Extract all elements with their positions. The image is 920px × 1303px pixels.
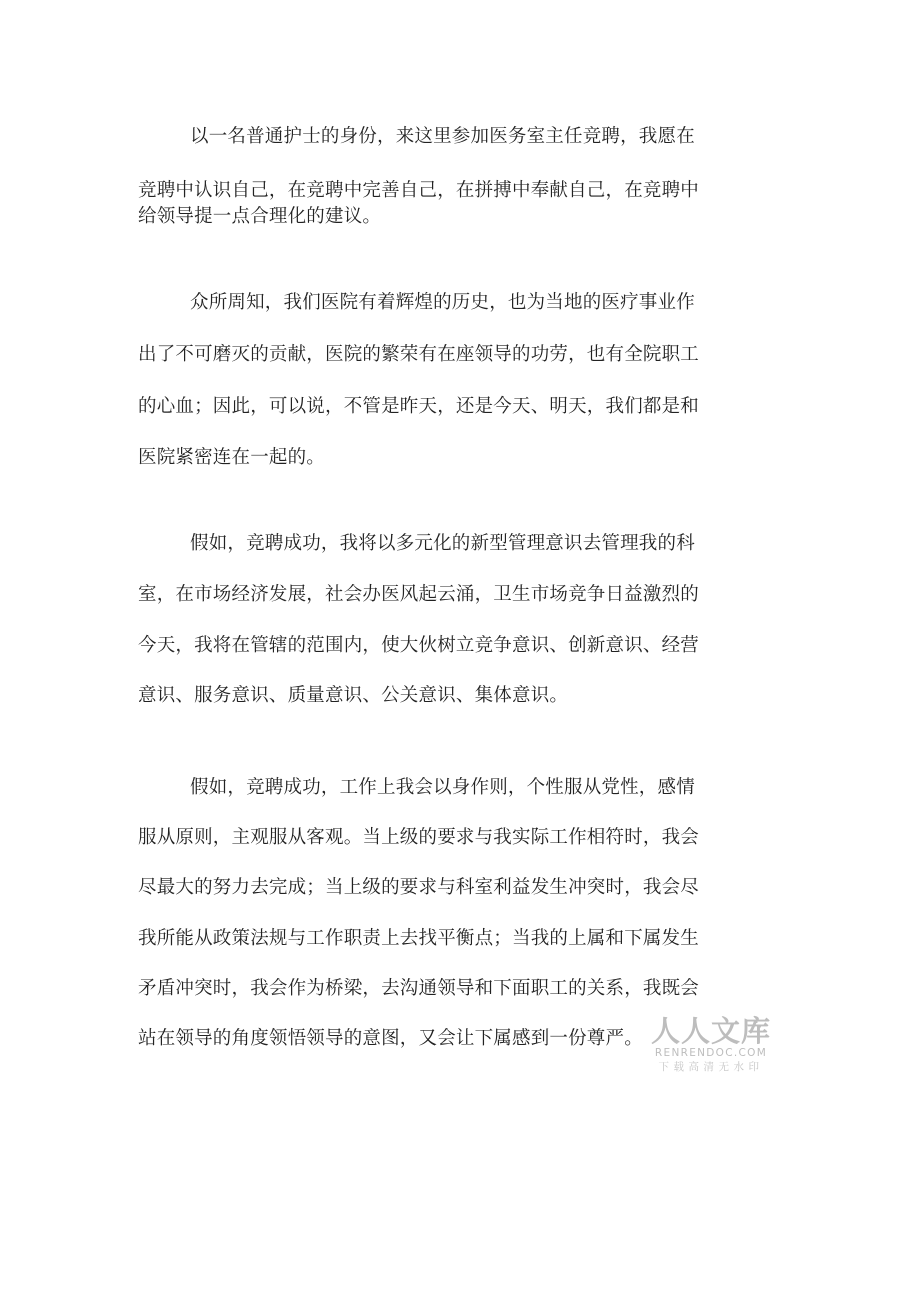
watermark-url: RENRENDOC.COM xyxy=(654,1047,768,1059)
paragraph-2-line-3: 的心血；因此，可以说，不管是昨天，还是今天、明天，我们都是和 xyxy=(138,396,700,417)
paragraph-4-line-2: 服从原则，主观服从客观。当上级的要求与我实际工作相符时，我会 xyxy=(138,827,700,848)
paragraph-3-line-4: 意识、服务意识、质量意识、公关意识、集体意识。 xyxy=(138,685,569,706)
watermark-logo xyxy=(646,1015,776,1074)
paragraph-1-line-1: 以一名普通护士的身份，来这里参加医务室主任竞聘，我愿在 xyxy=(190,126,695,147)
paragraph-2-line-4: 医院紧密连在一起的。 xyxy=(138,447,326,468)
paragraph-4-line-4: 我所能从政策法规与工作职责上去找平衡点；当我的上属和下属发生 xyxy=(138,928,700,949)
paragraph-3-line-2: 室，在市场经济发展，社会办医风起云涌，卫生市场竞争日益激烈的 xyxy=(138,584,700,605)
paragraph-4-line-5: 矛盾冲突时，我会作为桥梁，去沟通领导和下面职工的关系，我既会 xyxy=(138,978,700,999)
paragraph-4-line-3: 尽最大的努力去完成；当上级的要求与科室利益发生冲突时，我会尽 xyxy=(138,877,700,898)
paragraph-1-line-3: 给领导提一点合理化的建议。 xyxy=(138,206,382,227)
paragraph-3-line-3: 今天，我将在管辖的范围内，使大伙树立竞争意识、创新意识、经营 xyxy=(138,635,700,656)
paragraph-3-line-1: 假如，竞聘成功，我将以多元化的新型管理意识去管理我的科 xyxy=(190,533,695,554)
paragraph-2-line-1: 众所周知，我们医院有着辉煌的历史，也为当地的医疗事业作 xyxy=(190,292,695,313)
paragraph-1-line-2: 竞聘中认识自己，在竞聘中完善自己，在拼搏中奉献自己，在竞聘中 xyxy=(138,180,700,201)
paragraph-4-line-6: 站在领导的角度领悟领导的意图，又会让下属感到一份尊严。 xyxy=(138,1028,643,1049)
watermark-tagline: 下载高清无水印 xyxy=(658,1061,764,1073)
paragraph-4-line-1: 假如，竞聘成功，工作上我会以身作则，个性服从党性，感情 xyxy=(190,777,695,798)
paragraph-2-line-2: 出了不可磨灭的贡献，医院的繁荣有在座领导的功劳，也有全院职工 xyxy=(138,344,700,365)
watermark-brand: 人人文库 xyxy=(650,1014,771,1048)
